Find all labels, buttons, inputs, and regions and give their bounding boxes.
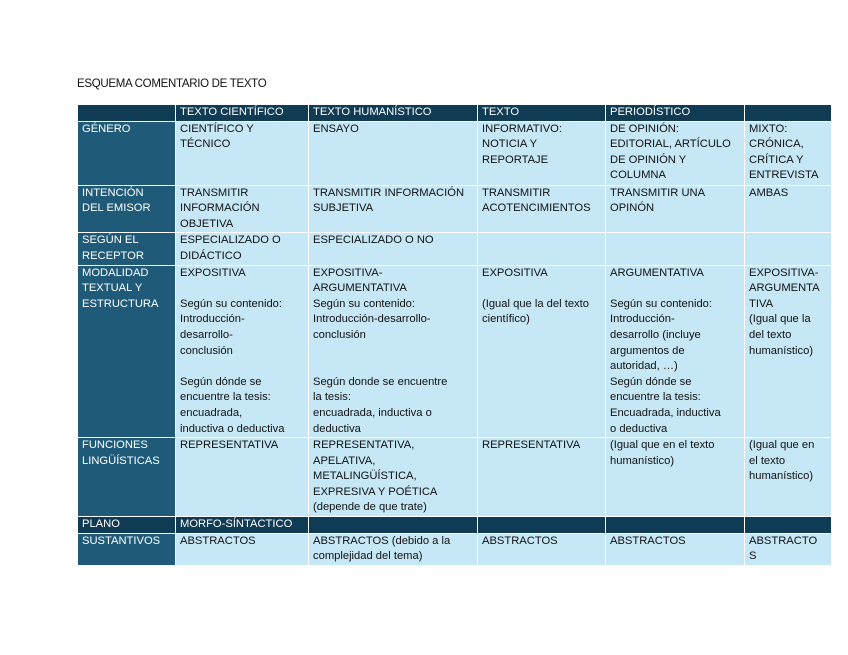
table-cell: [309, 517, 478, 534]
table-cell: ABSTRACTO S: [745, 533, 832, 565]
table-cell: [745, 517, 832, 534]
header-texto-cientifico: TEXTO CIENTÍFICO: [176, 105, 309, 122]
row-label-plano: PLANO: [78, 517, 176, 534]
table-cell: ABSTRACTOS: [478, 533, 606, 565]
header-empty: [745, 105, 832, 122]
table-cell: [606, 517, 745, 534]
table-row: [78, 533, 832, 565]
table-cell: TRANSMITIR ACOTENCIMIENTOS: [478, 185, 606, 233]
header-texto: TEXTO: [478, 105, 606, 122]
table-cell: [478, 517, 606, 534]
table-cell: (Igual que en el texto humanístico): [606, 438, 745, 517]
table-cell: [478, 233, 606, 265]
table-cell: ABSTRACTOS: [176, 533, 309, 565]
table-row: [78, 121, 832, 185]
row-label-intencion: INTENCIÓN DEL EMISOR: [78, 185, 176, 233]
document-title: ESQUEMA COMENTARIO DE TEXTO: [77, 78, 267, 90]
header-corner: [78, 105, 176, 122]
row-label-genero: GÉNERO: [78, 121, 176, 185]
header-row: [78, 105, 832, 122]
table-row-plano: [78, 517, 832, 534]
table-cell: EXPOSITIVA- ARGUMENTATIVA Según su contenido: Introducción-desarrollo- conclusión Según donde se encuentre la tesis: encuadrada, inductiva o deductiva: [309, 265, 478, 438]
table-cell: ARGUMENTATIVA Según su contenido: Introducción- desarrollo (incluye argumentos de autoridad, …) Según dónde se encuentre la tesis: Encuadrada, inductiva o deductiva: [606, 265, 745, 438]
table-cell: REPRESENTATIVA: [176, 438, 309, 517]
table-cell: REPRESENTATIVA, APELATIVA, METALINGÜÍSTICA, EXPRESIVA Y POÉTICA (depende de que trate): [309, 438, 478, 517]
table-cell: (Igual que en el texto humanístico): [745, 438, 832, 517]
table-cell: CIENTÍFICO Y TÉCNICO: [176, 121, 309, 185]
row-label-sustantivos: SUSTANTIVOS: [78, 533, 176, 565]
table-cell: TRANSMITIR INFORMACIÓN OBJETIVA: [176, 185, 309, 233]
table-cell: [745, 233, 832, 265]
table-cell: ABSTRACTOS: [606, 533, 745, 565]
row-label-funciones: FUNCIONES LINGÜÍSTICAS: [78, 438, 176, 517]
table-cell: EXPOSITIVA Según su contenido: Introducción- desarrollo- conclusión Según dónde se encuentre la tesis: encuadrada, inductiva o deductiva: [176, 265, 309, 438]
table-cell: REPRESENTATIVA: [478, 438, 606, 517]
table-cell: ENSAYO: [309, 121, 478, 185]
table-row: [78, 233, 832, 265]
table-cell: [606, 233, 745, 265]
table-cell: EXPOSITIVA- ARGUMENTA TIVA (Igual que la del texto humanístico): [745, 265, 832, 438]
table-cell: DE OPINIÓN: EDITORIAL, ARTÍCULO DE OPINIÓN Y COLUMNA: [606, 121, 745, 185]
table-cell: ABSTRACTOS (debido a la complejidad del tema): [309, 533, 478, 565]
table-row: [78, 185, 832, 233]
table-row: [78, 265, 832, 438]
table-row: [78, 438, 832, 517]
table-cell: MORFO-SÍNTACTICO: [176, 517, 309, 534]
table-cell: EXPOSITIVA (Igual que la del texto científico): [478, 265, 606, 438]
table-cell: AMBAS: [745, 185, 832, 233]
header-texto-humanistico: TEXTO HUMANÍSTICO: [309, 105, 478, 122]
table-cell: ESPECIALIZADO O NO: [309, 233, 478, 265]
table-cell: TRANSMITIR UNA OPINÓN: [606, 185, 745, 233]
header-periodistico: PERIODÍSTICO: [606, 105, 745, 122]
table-cell: TRANSMITIR INFORMACIÓN SUBJETIVA: [309, 185, 478, 233]
scheme-table: [77, 104, 832, 566]
table-cell: MIXTO: CRÓNICA, CRÍTICA Y ENTREVISTA: [745, 121, 832, 185]
table-cell: INFORMATIVO: NOTICIA Y REPORTAJE: [478, 121, 606, 185]
row-label-modalidad: MODALIDAD TEXTUAL Y ESTRUCTURA: [78, 265, 176, 438]
row-label-receptor: SEGÚN EL RECEPTOR: [78, 233, 176, 265]
table-cell: ESPECIALIZADO O DIDÁCTICO: [176, 233, 309, 265]
